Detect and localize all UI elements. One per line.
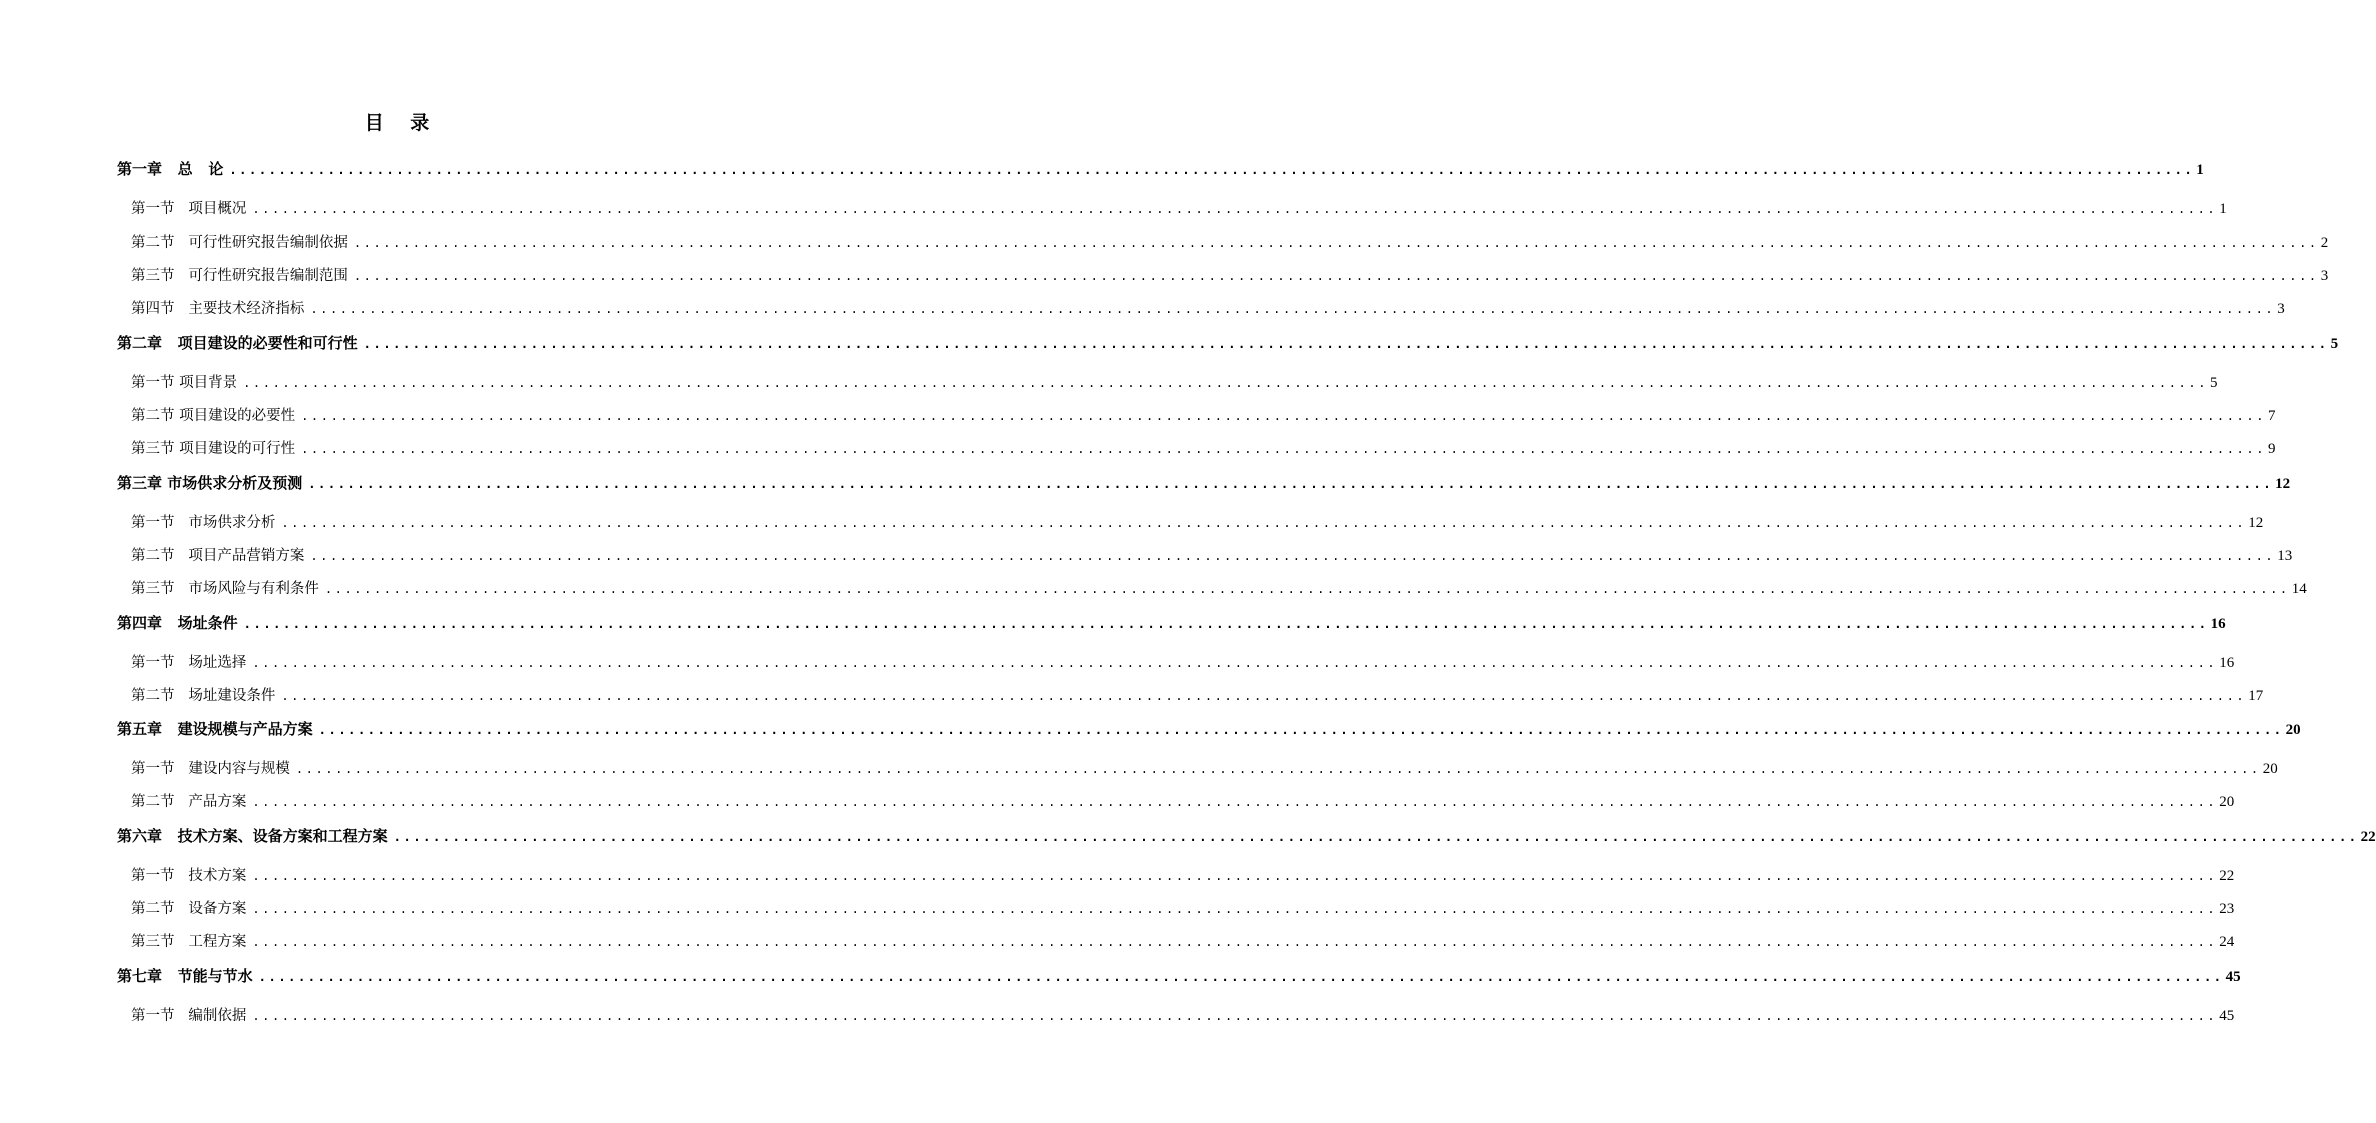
toc-chapter-entry[interactable] <box>117 612 2226 634</box>
toc-page-number: 1 <box>2219 201 2227 217</box>
toc-section-entry[interactable] <box>131 578 2307 600</box>
toc-section-entry[interactable] <box>131 405 2276 427</box>
toc-leader-dots: ........................................................................................................................................................................................................ <box>252 869 2218 883</box>
toc-section-entry[interactable] <box>131 685 2264 707</box>
toc-entry-label: 第三章 市场供求分析及预测 <box>117 474 303 492</box>
toc-leader-dots: ........................................................................................................................................................................................................ <box>252 202 2218 216</box>
toc-section-entry[interactable] <box>131 791 2235 813</box>
toc-leader-dots: ........................................................................................................................................................................................................ <box>252 935 2218 949</box>
toc-page-number: 14 <box>2291 581 2307 597</box>
toc-section-entry[interactable] <box>131 865 2235 887</box>
toc-entry-label: 第二节 项目产品营销方案 <box>131 548 305 564</box>
toc-page-number: 45 <box>2219 1008 2235 1024</box>
toc-section-entry[interactable] <box>131 931 2235 953</box>
toc-page-number: 16 <box>2219 655 2235 671</box>
toc-leader-dots: ........................................................................................................................................................................................................ <box>252 1009 2218 1023</box>
toc-page-number: 45 <box>2225 969 2241 985</box>
toc-leader-dots: ........................................................................................................................................................................................................ <box>258 970 2224 984</box>
toc-entry-label: 第二章 项目建设的必要性和可行性 <box>117 334 358 352</box>
toc-chapter-entry[interactable] <box>117 825 2376 847</box>
toc-leader-dots: ........................................................................................................................................................................................................ <box>243 617 2209 631</box>
toc-leader-dots: ........................................................................................................................................................................................................ <box>353 236 2319 250</box>
toc-page-number: 17 <box>2248 688 2264 704</box>
toc-page-number: 3 <box>2320 268 2329 284</box>
toc-page-number: 3 <box>2277 301 2285 317</box>
toc-section-entry[interactable] <box>131 512 2264 534</box>
toc-leader-dots: ........................................................................................................................................................................................................ <box>318 723 2284 737</box>
toc-leader-dots: ........................................................................................................................................................................................................ <box>393 830 2359 844</box>
toc-page-number: 5 <box>2330 336 2339 352</box>
toc-entry-label: 第五章 建设规模与产品方案 <box>117 720 313 738</box>
toc-leader-dots: ........................................................................................................................................................................................................ <box>229 163 2195 177</box>
toc-leader-dots: ........................................................................................................................................................................................................ <box>243 376 2209 390</box>
toc-entry-label: 第一章 总 论 <box>117 160 224 178</box>
toc-leader-dots: ........................................................................................................................................................................................................ <box>353 269 2319 283</box>
toc-entry-label: 第七章 节能与节水 <box>117 967 253 985</box>
toc-page-number: 20 <box>2219 794 2235 810</box>
toc-chapter-entry[interactable] <box>117 332 2339 354</box>
toc-page-number: 2 <box>2320 235 2329 251</box>
toc-leader-dots: ........................................................................................................................................................................................................ <box>301 442 2267 456</box>
toc-section-entry[interactable] <box>131 232 2329 254</box>
toc-section-entry[interactable] <box>131 1005 2235 1027</box>
toc-page-number: 23 <box>2219 901 2235 917</box>
toc-section-entry[interactable] <box>131 298 2285 320</box>
toc-entry-label: 第四章 场址条件 <box>117 614 238 632</box>
toc-entry-label: 第一节 项目概况 <box>131 201 247 217</box>
toc-leader-dots: ........................................................................................................................................................................................................ <box>281 689 2247 703</box>
toc-leader-dots: ........................................................................................................................................................................................................ <box>295 762 2261 776</box>
toc-chapter-entry[interactable] <box>117 472 2291 494</box>
toc-page-number: 13 <box>2277 548 2293 564</box>
toc-section-entry[interactable] <box>131 438 2276 460</box>
toc-section-entry[interactable] <box>131 265 2329 287</box>
toc-entry-label: 第一节 编制依据 <box>131 1008 247 1024</box>
toc-chapter-entry[interactable] <box>117 158 2204 180</box>
toc-entry-label: 第三节 市场风险与有利条件 <box>131 581 319 597</box>
toc-leader-dots: ........................................................................................................................................................................................................ <box>252 795 2218 809</box>
toc-page-number: 20 <box>2262 761 2278 777</box>
toc-entry-label: 第三节 可行性研究报告编制范围 <box>131 268 348 284</box>
toc-entry-label: 第二节 产品方案 <box>131 794 247 810</box>
toc-section-entry[interactable] <box>131 198 2227 220</box>
toc-section-entry[interactable] <box>131 898 2235 920</box>
toc-section-entry[interactable] <box>131 758 2278 780</box>
toc-leader-dots: ........................................................................................................................................................................................................ <box>310 302 2276 316</box>
toc-entry-label: 第二节 场址建设条件 <box>131 688 276 704</box>
toc-entry-label: 第一节 建设内容与规模 <box>131 761 290 777</box>
toc-leader-dots: ........................................................................................................................................................................................................ <box>301 409 2267 423</box>
toc-chapter-entry[interactable] <box>117 718 2301 740</box>
toc-page-number: 7 <box>2268 408 2276 424</box>
toc-leader-dots: ........................................................................................................................................................................................................ <box>310 549 2276 563</box>
toc-entry-label: 第四节 主要技术经济指标 <box>131 301 305 317</box>
toc-entry-label: 第一节 技术方案 <box>131 868 247 884</box>
toc-entry-label: 第三节 项目建设的可行性 <box>131 441 296 457</box>
toc-entry-label: 第一节 场址选择 <box>131 655 247 671</box>
toc-section-entry[interactable] <box>131 372 2218 394</box>
toc-entry-label: 第六章 技术方案、设备方案和工程方案 <box>117 827 388 845</box>
toc-entry-label: 第一节 项目背景 <box>131 375 238 391</box>
toc-leader-dots: ........................................................................................................................................................................................................ <box>308 477 2274 491</box>
toc-page-number: 22 <box>2360 829 2376 845</box>
toc-entry-label: 第一节 市场供求分析 <box>131 515 276 531</box>
toc-entry-label: 第二节 项目建设的必要性 <box>131 408 296 424</box>
toc-leader-dots: ........................................................................................................................................................................................................ <box>363 337 2329 351</box>
toc-leader-dots: ........................................................................................................................................................................................................ <box>281 516 2247 530</box>
toc-title: 目 录 <box>364 112 430 134</box>
toc-section-entry[interactable] <box>131 545 2293 567</box>
toc-leader-dots: ........................................................................................................................................................................................................ <box>252 656 2218 670</box>
toc-page-number: 12 <box>2275 476 2291 492</box>
toc-page-number: 5 <box>2210 375 2218 391</box>
toc-page-number: 12 <box>2248 515 2264 531</box>
toc-page-number: 16 <box>2210 616 2226 632</box>
toc-entry-label: 第三节 工程方案 <box>131 934 247 950</box>
toc-entry-label: 第二节 设备方案 <box>131 901 247 917</box>
toc-entry-label: 第二节 可行性研究报告编制依据 <box>131 235 348 251</box>
toc-page-number: 1 <box>2196 162 2204 178</box>
toc-leader-dots: ........................................................................................................................................................................................................ <box>324 582 2290 596</box>
toc-page-number: 22 <box>2219 868 2235 884</box>
toc-leader-dots: ........................................................................................................................................................................................................ <box>252 902 2218 916</box>
toc-section-entry[interactable] <box>131 652 2235 674</box>
toc-page-number: 9 <box>2268 441 2276 457</box>
toc-chapter-entry[interactable] <box>117 965 2241 987</box>
toc-page-number: 24 <box>2219 934 2235 950</box>
toc-page-number: 20 <box>2285 722 2301 738</box>
